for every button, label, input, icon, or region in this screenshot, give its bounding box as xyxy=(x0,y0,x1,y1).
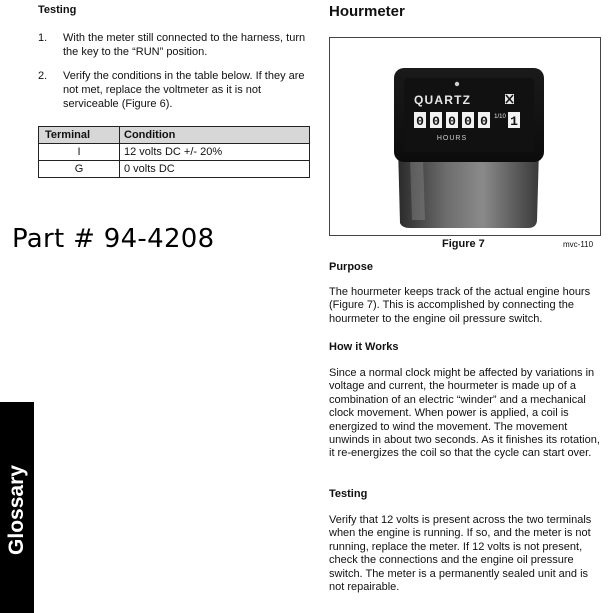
testing-text: Verify that 12 volts is present across the two terminals when the engine is running. If so, and the meter is not running, replace the meter. If 12 volts is not present, check the connections and the engine oil pressure switch. The meter is a permanently sealed unit and is not repairable. xyxy=(329,514,592,594)
hourmeter-heading: Hourmeter xyxy=(329,3,405,20)
digit: 1 xyxy=(510,114,518,129)
table-header-row xyxy=(39,127,310,144)
condition-header: Condition xyxy=(120,127,310,144)
testing-heading-right: Testing xyxy=(329,488,368,500)
part-number: Part # 94-4208 xyxy=(12,224,215,254)
step-text: With the meter still connected to the harness, turn the key to the “RUN” position. xyxy=(63,32,306,58)
units-label: HOURS xyxy=(436,135,468,142)
table-row xyxy=(39,161,310,178)
step-number: 2. xyxy=(38,70,48,82)
figure-code: mvc-110 xyxy=(563,240,594,249)
digit: 0 xyxy=(480,114,488,129)
digit: 0 xyxy=(464,114,472,129)
purpose-text: The hourmeter keeps track of the actual engine hours (Figure 7). This is accomplished by connecting the hourmeter to the engine oil pressure switch. xyxy=(329,286,591,325)
condition-cell: 12 volts DC +/- 20% xyxy=(120,144,310,161)
step-number: 1. xyxy=(38,32,48,44)
hourmeter-illustration xyxy=(330,38,600,235)
digit: 0 xyxy=(416,114,424,129)
terminal-cell: G xyxy=(39,161,120,178)
step-text: Verify the conditions in the table below. If they are not met, replace the voltmeter as it is not serviceable (Figure 6). xyxy=(63,70,305,110)
how-it-works-text: Since a normal clock might be affected by variations in voltage and current, the hourmeter is made up of a combination of an electric “winder” and a mechanical clock movement. When power is applied, a coil is energized to wind the movement. The movement unwinds in about two seconds. As it finishes its rotation, it re-energizes the coil so that the cycle can start over. xyxy=(329,367,600,460)
digit: 0 xyxy=(448,114,456,129)
condition-cell: 0 volts DC xyxy=(120,161,310,178)
conditions-table xyxy=(38,126,310,178)
tenth-label: 1/10 xyxy=(494,114,506,120)
figure-caption: Figure 7 xyxy=(442,238,485,250)
brand-label: QUARTZ xyxy=(414,93,472,107)
purpose-heading: Purpose xyxy=(329,261,374,273)
terminal-cell: I xyxy=(39,144,120,161)
table-row xyxy=(39,144,310,161)
testing-heading: Testing xyxy=(38,4,77,16)
glossary-side-tab xyxy=(0,402,34,613)
glossary-tab-label: Glossary xyxy=(5,465,28,555)
hourmeter-photo xyxy=(329,37,601,236)
digit: 0 xyxy=(432,114,440,129)
how-it-works-heading: How it Works xyxy=(329,341,399,353)
terminal-header: Terminal xyxy=(39,127,120,144)
